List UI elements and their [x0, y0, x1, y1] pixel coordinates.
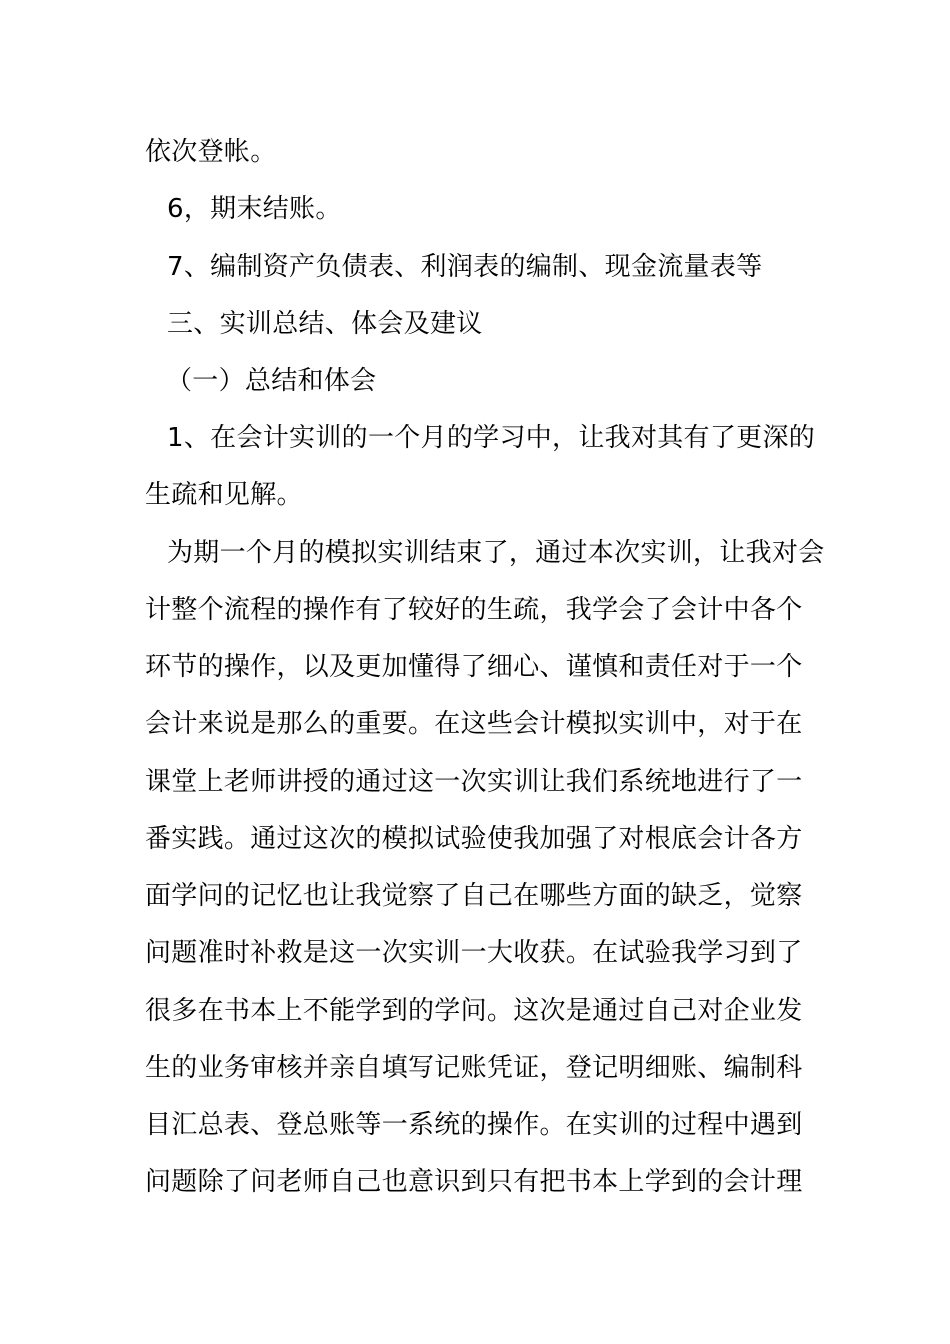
text-line-1: 依次登帐。: [145, 137, 277, 167]
paragraph-line-7: 面学问的记忆也让我觉察了自己在哪些方面的缺乏，觉察: [145, 881, 803, 911]
text-line-3: 7、编制资产负债表、利润表的编制、现金流量表等: [167, 252, 763, 282]
paragraph-line-11: 目汇总表、登总账等一系统的操作。在实训的过程中遇到: [145, 1110, 803, 1140]
paragraph-line-4: 会计来说是那么的重要。在这些会计模拟实训中，对于在: [145, 709, 803, 739]
subsection-heading: （一）总结和体会: [166, 366, 377, 396]
text-line-2: 6，期末结账。: [167, 194, 342, 224]
paragraph-line-5: 课堂上老师讲授的通过这一次实训让我们系统地进行了一: [145, 767, 803, 797]
paragraph-line-3: 环节的操作，以及更加懂得了细心、谨慎和责任对于一个: [145, 652, 803, 682]
paragraph-line-1: 为期一个月的模拟实训结束了，通过本次实训，让我对会: [167, 538, 825, 568]
paragraph-line-6: 番实践。通过这次的模拟试验使我加强了对根底会计各方: [145, 824, 803, 854]
paragraph-line-12: 问题除了问老师自己也意识到只有把书本上学到的会计理: [145, 1167, 803, 1197]
paragraph-line-9: 很多在书本上不能学到的学问。这次是通过自己对企业发: [145, 996, 803, 1026]
text-line-6: 1、在会计实训的一个月的学习中，让我对其有了更深的: [167, 423, 816, 453]
paragraph-line-2: 计整个流程的操作有了较好的生疏，我学会了会计中各个: [145, 595, 803, 625]
text-line-7: 生疏和见解。: [145, 480, 303, 510]
paragraph-line-8: 问题准时补救是这一次实训一大收获。在试验我学习到了: [145, 938, 803, 968]
section-heading: 三、实训总结、体会及建议: [167, 309, 483, 339]
paragraph-line-10: 生的业务审核并亲自填写记账凭证，登记明细账、编制科: [145, 1053, 803, 1083]
